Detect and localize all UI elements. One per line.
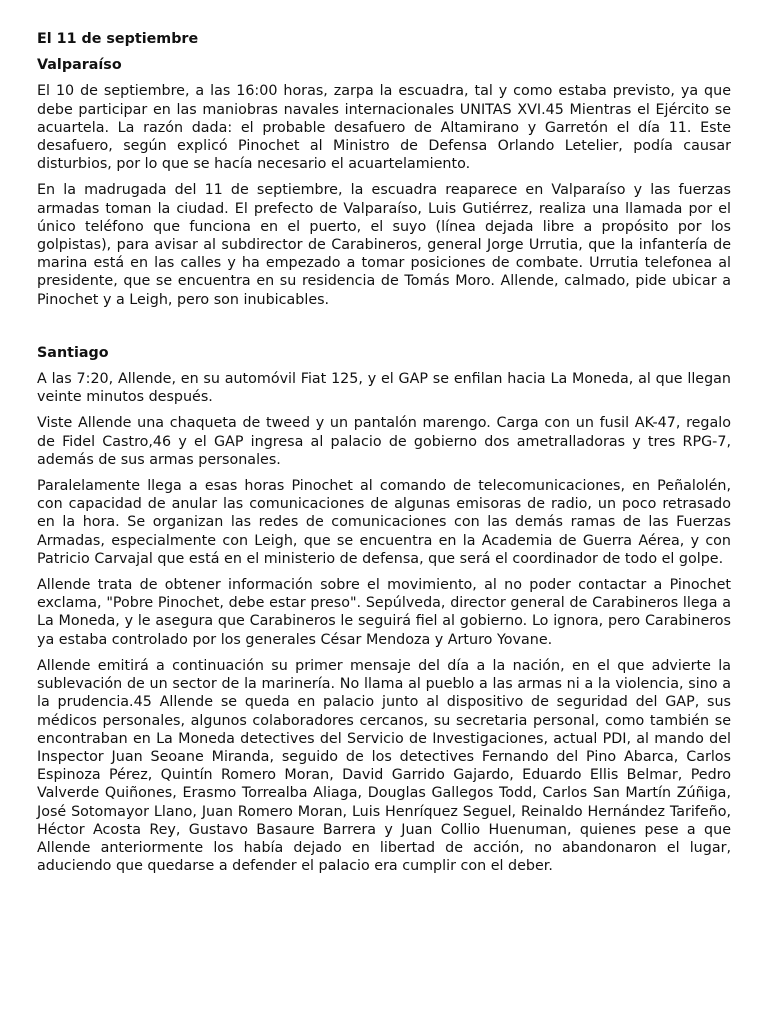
paragraph-valparaiso-2: En la madrugada del 11 de septiembre, la escuadra reaparece en Valparaíso y las fuerzas armadas toman la ciudad. El prefecto de Valparaíso, Luis Gutiérrez, realiza una llamada por el único teléfono que funciona en el puerto, el suyo (línea dejada libre a propósito por los golpistas), para avisar al subdirector de Carabineros, general Jorge Urrutia, que la infantería de marina está en las calles y ha empezado a tomar posiciones de combate. Urrutia telefonea al presidente, que se encuentra en su residencia de Tomás Moro. Allende, calmado, pide ubicar a Pinochet y a Leigh, pero son inubicables.	[37, 182, 731, 308]
document-title: El 11 de septiembre	[37, 31, 199, 47]
document-page	[37, 30, 731, 883]
paragraph-santiago-5: Allende emitirá a continuación su primer mensaje del día a la nación, en el que advierte la sublevación de un sector de la marinería. No llama al pueblo a las armas ni a la violencia, sino a la prudencia.45 Allende se queda en palacio junto al dispositivo de seguridad del GAP, sus médicos personales, algunos colaboradores cercanos, su secretaria personal, como también se encontraban en La Moneda detectives del Servicio de Investigaciones, actual PDI, al mando del Inspector Juan Seoane Miranda, seguido de los detectives Fernando del Pino Abarca, Carlos Espinoza Pérez, Quintín Romero Moran, David Garrido Gajardo, Eduardo Ellis Belmar, Pedro Valverde Quiñones, Erasmo Torrealba Aliaga, Douglas Gallegos Todd, Carlos San Martín Zúñiga, José Sotomayor Llano, Juan Romero Moran, Luis Henríquez Seguel, Reinaldo Hernández Tarifeño, Héctor Acosta Rey, Gustavo Basaure Barrera y Juan Collio Huenuman, quienes pese a que Allende anteriormente los había dejado en libertad de acción, no abandonaron el lugar, aduciendo que quedarse a defender el palacio era cumplir con el deber.	[37, 657, 731, 875]
paragraph-santiago-4: Allende trata de obtener información sobre el movimiento, al no poder contactar a Pinochet exclama, "Pobre Pinochet, debe estar preso". Sepúlveda, director general de Carabineros llega a La Moneda, y le asegura que Carabineros le seguirá fiel al gobierno. Lo ignora, pero Carabineros ya estaba controlado por los generales César Mendoza y Arturo Yovane.	[37, 577, 731, 648]
paragraph-santiago-3: Paralelamente llega a esas horas Pinochet al comando de telecomunicaciones, en Peñalolén, con capacidad de anular las comunicaciones de algunas emisoras de radio, un poco retrasado en la hora. Se organizan las redes de comunicaciones con las demás ramas de las Fuerzas Armadas, especialmente con Leigh, que se encuentra en la Academia de Guerra Aérea, y con Patricio Carvajal que está en el ministerio de defensa, que será el coordinador de todo el golpe.	[37, 478, 731, 567]
paragraph-santiago-1: A las 7:20, Allende, en su automóvil Fiat 125, y el GAP se enfilan hacia La Moneda, al que llegan veinte minutos después.	[37, 371, 731, 406]
paragraph-valparaiso-1: El 10 de septiembre, a las 16:00 horas, zarpa la escuadra, tal y como estaba previsto, ya que debe participar en las maniobras navales internacionales UNITAS XVI.45 Mientras el Ejército se acuartela. La razón dada: el probable desafuero de Altamirano y Garretón el día 11. Este desafuero, según explicó Pinochet al Ministro de Defensa Orlando Letelier, podía causar disturbios, por lo que se hacía necesario el acuartelamiento.	[37, 83, 731, 173]
paragraph-santiago-2: Viste Allende una chaqueta de tweed y un pantalón marengo. Carga con un fusil AK-47, regalo de Fidel Castro,46 y el GAP ingresa al palacio de gobierno dos ametralladoras y tres RPG-7, además de sus armas personales.	[37, 415, 731, 468]
section-heading-valparaiso: Valparaíso	[37, 57, 122, 74]
section-heading-santiago: Santiago	[37, 344, 109, 361]
section-spacer	[37, 317, 731, 344]
